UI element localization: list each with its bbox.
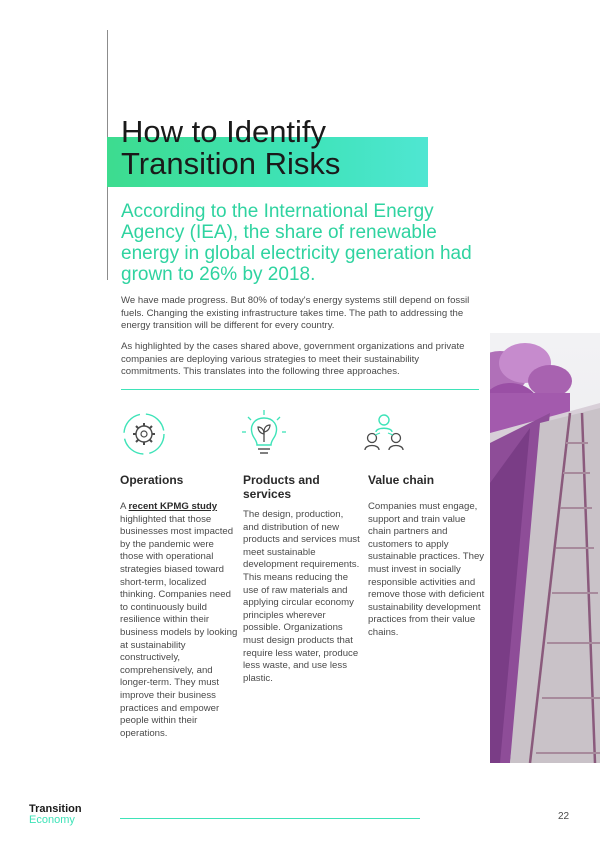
title-line-2: Transition Risks xyxy=(121,146,341,181)
column-body: Companies must engage, support and train value chain partners and customers to apply sustainable practices. They must invest in socially responsible activities and remove those with deficient sustainability development practices from their value chains. xyxy=(368,501,485,638)
kpmg-study-link[interactable]: recent KPMG study xyxy=(128,501,218,512)
logo-line-1: Transition xyxy=(29,803,82,815)
column-products-services xyxy=(243,473,361,685)
column-body: The design, production, and distribution of new products and services must meet sustainable development requirements. This means reducing the use of raw materials and applying circular economy principles wherever possible. Organizations must design products that require less water, produce less waste, and use less plastic. xyxy=(243,509,360,684)
intro-paragraph-1: We have made progress. But 80% of today's energy systems still depend on fossil fuels. Changing the existing infrastructure takes time. The path to addressing the energy transition will be different for every country. xyxy=(121,295,470,332)
page-title xyxy=(121,116,340,180)
section-divider xyxy=(121,389,479,390)
railway-tracks-photo xyxy=(490,333,600,763)
column-body: A recent KPMG study highlighted that those businesses most impacted by the pandemic were those with operational strategies biased toward short-term, localized thinking. Companies need to continuously build resilience within their business models by looking at sustainability constructively, comprehensively, and longer-term. They must improve their business practices and empower people within their operations. xyxy=(120,501,238,739)
footer-rule xyxy=(120,818,420,819)
intro-paragraph-2: As highlighted by the cases shared above, government organizations and private companies are deploying various strategies to meet their sustainability commitments. This translates into the following three approaches. xyxy=(121,341,465,378)
transition-economy-logo xyxy=(29,804,82,826)
column-heading: Operations xyxy=(120,473,184,487)
title-line-1: How to Identify xyxy=(121,114,327,149)
column-heading: Value chain xyxy=(368,473,435,487)
people-network-icon xyxy=(358,408,410,460)
lightbulb-plant-icon xyxy=(238,408,290,460)
column-value-chain xyxy=(368,473,486,640)
subtitle: According to the International Energy Agency (IEA), the share of renewable energy in global electricity generation had grown to 26% by 2018. xyxy=(121,201,472,285)
column-heading: Products and services xyxy=(243,473,320,501)
logo-line-2: Economy xyxy=(29,814,75,826)
gear-cycle-icon xyxy=(118,408,170,460)
column-operations xyxy=(120,473,238,740)
page-number: 22 xyxy=(558,811,570,822)
